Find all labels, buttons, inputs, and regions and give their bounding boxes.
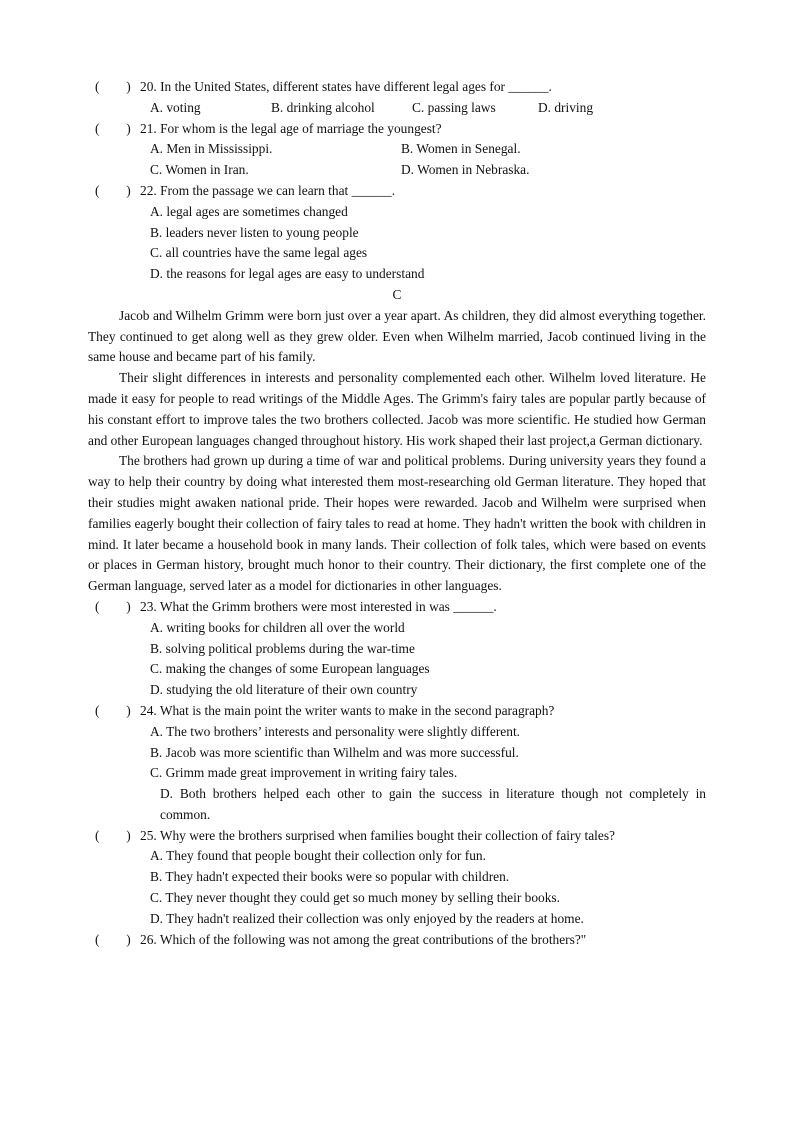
option-b-row: [0, 867, 794, 888]
options-row: [0, 160, 794, 181]
option-b: B. drinking alcohol: [271, 99, 375, 115]
question-text: 23. What the Grimm brothers were most interested in was ______.: [140, 598, 497, 614]
options-row: [0, 139, 794, 160]
option-d: D. studying the old literature of their own country: [150, 682, 418, 698]
passage-paragraph-3: The brothers had grown up during a time of war and political problems. During university years they found a way to help their country by doing what interested them most-researching old German literature. They hoped that their studies might awaken national pride. Their hopes were rewarded. Jacob and Wilhelm were surprised when families eagerly bought their collection of fairy tales to read at home. They hadn't written the book with children in mind. It later became a household book in many lands. Their collection of folk tales, which were based on events or places in German history, brought much honor to their country. Their dictionary, the first complete one of the German language, served later as a model for dictionaries in other languages.: [88, 453, 706, 594]
question-25: [0, 826, 794, 847]
answer-blank[interactable]: ( ): [95, 827, 131, 843]
question-26: [0, 930, 794, 951]
option-a-row: [0, 722, 794, 743]
option-b-row: [0, 223, 794, 244]
answer-blank[interactable]: ( ): [95, 931, 131, 947]
option-b-row: [0, 743, 794, 764]
option-a-row: [0, 618, 794, 639]
question-text: 21. For whom is the legal age of marriage the youngest?: [140, 120, 442, 136]
option-a-row: [0, 202, 794, 223]
option-c: C. passing laws: [412, 99, 496, 115]
answer-blank[interactable]: ( ): [95, 120, 131, 136]
option-a: A. They found that people bought their collection only for fun.: [150, 848, 486, 864]
option-b: B. Women in Senegal.: [401, 141, 521, 157]
option-d: D. They hadn't realized their collection was only enjoyed by the readers at home.: [150, 910, 584, 926]
answer-blank[interactable]: ( ): [95, 598, 131, 614]
answer-blank[interactable]: ( ): [95, 79, 131, 94]
option-d: D. the reasons for legal ages are easy to understand: [150, 266, 425, 282]
option-b: B. leaders never listen to young people: [150, 224, 359, 240]
question-22: [0, 181, 794, 202]
option-a: A. writing books for children all over the world: [150, 619, 405, 635]
option-c-row: [0, 243, 794, 264]
option-c-row: [0, 888, 794, 909]
option-d-row: [160, 784, 706, 826]
option-a: A. Men in Mississippi.: [150, 141, 273, 157]
option-a: A. voting: [150, 99, 201, 115]
option-d: D. Women in Nebraska.: [401, 162, 530, 178]
option-d-row: [0, 680, 794, 701]
section-label: C: [392, 286, 402, 302]
option-c-row: [0, 659, 794, 680]
option-c: C. all countries have the same legal ages: [150, 245, 368, 261]
option-d-row: [0, 264, 794, 285]
question-text: 20. In the United States, different states have different legal ages for ______.: [140, 79, 552, 94]
option-c: C. Grimm made great improvement in writing fairy tales.: [150, 765, 458, 781]
option-c-row: [0, 763, 794, 784]
question-20: [0, 77, 794, 98]
option-c: C. They never thought they could get so much money by selling their books.: [150, 890, 560, 906]
option-b: B. Jacob was more scientific than Wilhelm and was more successful.: [150, 744, 519, 760]
option-c: C. Women in Iran.: [150, 162, 249, 178]
question-text: 25. Why were the brothers surprised when families bought their collection of fairy tales?: [140, 827, 615, 843]
question-text: 22. From the passage we can learn that ______.: [140, 182, 396, 198]
question-24: [0, 701, 794, 722]
option-a: A. The two brothers’ interests and personality were slightly different.: [150, 723, 521, 739]
option-a-row: [0, 846, 794, 867]
question-text: 26. Which of the following was not among the great contributions of the brothers?": [140, 931, 587, 947]
option-b: B. solving political problems during the war-time: [150, 640, 415, 656]
option-b-row: [0, 639, 794, 660]
option-d-row: [0, 909, 794, 930]
passage-paragraph-2: Their slight differences in interests and personality complemented each other. Wilhelm loved literature. He made it easy for people to read writings of the Middle Ages. The Grimm's fairy tales are popular partly because of his constant effort to improve tales the two brothers collected. Jacob was more scientific. He studied how German and other European languages changed throughout history. His work shaped their last project,a German dictionary.: [88, 370, 706, 448]
question-21: [0, 119, 794, 140]
passage-paragraph-1: Jacob and Wilhelm Grimm were born just over a year apart. As children, they did almost everything together. They continued to get along well as they grew older. Even when Wilhelm married, Jacob continued living in the same house and became part of his family.: [88, 307, 706, 365]
option-a: A. legal ages are sometimes changed: [150, 203, 348, 219]
option-c: C. making the changes of some European languages: [150, 661, 430, 677]
option-d: D. driving: [538, 99, 594, 115]
answer-blank[interactable]: ( ): [95, 702, 131, 718]
option-d: D. Both brothers helped each other to gain the success in literature though not completely in common.: [160, 786, 706, 822]
question-23: [0, 597, 794, 618]
question-text: 24. What is the main point the writer wants to make in the second paragraph?: [140, 702, 555, 718]
option-b: B. They hadn't expected their books were so popular with children.: [150, 869, 510, 885]
exam-page: [0, 77, 794, 950]
options-row: [0, 98, 794, 119]
answer-blank[interactable]: ( ): [95, 182, 131, 198]
